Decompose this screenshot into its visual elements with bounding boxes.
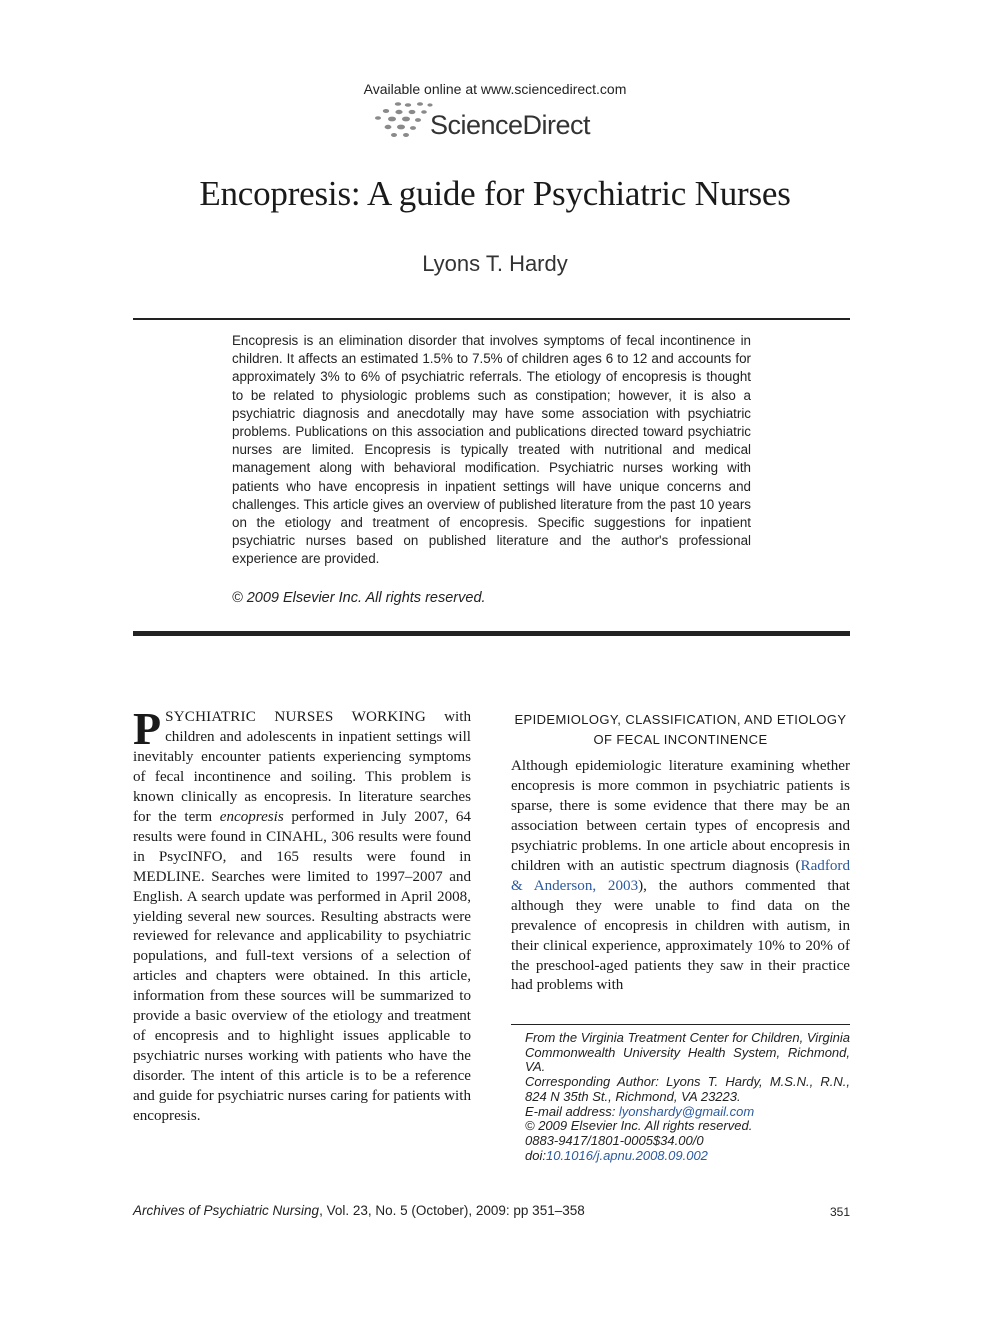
- left-column-text-part2: performed in July 2007, 64 results were found in CINAHL, 306 results were found in PsycINFO, and 165 results were found in MEDLINE. Searches were limited to 1997–2007 and English. A search update was performed in April 2008, yielding several new sources. Resulting abstracts were reviewed for relevance and applicability to psychiatric populations, and full-text versions of a selection of articles and chapters were obtained. In this article, information from these sources will be summarized to provide a basic overview of the etiology and treatment of encopresis and to highlight issues applicable to psychiatric nurses working with patients who have the disorder. The intent of this article is to be a reference and guide for psychiatric nurses caring for patients with encopresis.: [133, 808, 471, 1125]
- email-link[interactable]: lyonshardy@gmail.com: [618, 1103, 755, 1119]
- journal-citation: , Vol. 23, No. 5 (October), 2009: pp 351–358: [319, 1203, 585, 1218]
- abstract-top-rule: [133, 318, 850, 320]
- doi-link[interactable]: 10.1016/j.apnu.2008.09.002: [545, 1147, 708, 1163]
- journal-name: Archives of Psychiatric Nursing: [133, 1203, 320, 1218]
- body-column-left: [133, 703, 471, 1127]
- footnote-affiliation: From the Virginia Treatment Center for Children, Virginia Commonwealth University Health System, Richmond, VA.: [525, 1030, 850, 1075]
- footnotes: [511, 1031, 850, 1163]
- drop-cap: P: [133, 703, 162, 754]
- footnote-doi: [511, 1149, 850, 1164]
- footnote-copyright: © 2009 Elsevier Inc. All rights reserved.: [525, 1118, 753, 1134]
- available-online-notice: Available online at www.sciencedirect.com: [363, 81, 627, 97]
- left-column-text-part1: with children and adolescents in inpatient settings will inevitably encounter patients experiencing symptoms of fecal incontinence and soiling. This problem is known clinically as encopresis. In literature searches for the term: [133, 709, 471, 825]
- page-number: 351: [829, 1205, 850, 1219]
- right-column-text-part1: Although epidemiologic literature examining whether encopresis is more common in psychiatric patients is sparse, there is some evidence that there may be an association between certain types of encopresis and psychiatric problems. In one article about encopresis in children with an autistic spectrum diagnosis (: [511, 758, 850, 874]
- article-author: Lyons T. Hardy: [422, 251, 568, 276]
- body-column-right: [511, 757, 850, 996]
- footnote-issn: 0883-9417/1801-0005$34.00/0: [525, 1132, 704, 1148]
- sciencedirect-wordmark: ScienceDirect: [430, 110, 591, 140]
- lead-in-small-caps: SYCHIATRIC NURSES WORKING: [165, 709, 426, 725]
- section-heading: EPIDEMIOLOGY, CLASSIFICATION, AND ETIOLOGY OF FECAL INCONTINENCE: [514, 712, 847, 747]
- doi-label: doi:: [525, 1147, 546, 1163]
- sciencedirect-dots-icon: [372, 100, 436, 142]
- article-title: Encopresis: A guide for Psychiatric Nurses: [199, 174, 791, 213]
- abstract-text: Encopresis is an elimination disorder that involves symptoms of fecal incontinence in children. It affects an estimated 1.5% to 7.5% of children ages 6 to 12 and accounts for approximately 3% to 6% of psychiatric referrals. The etiology of encopresis is thought to be related to physiologic problems such as constipation; however, it is also a psychiatric diagnosis and anecdotally may have some association with psychiatric problems. Publications on this association and publications directed toward psychiatric nurses are limited. Encopresis is typically treated with nutritional and medical management along with behavioral modification. Psychiatric nurses working with patients who have encopresis in inpatient settings will have unique concerns and challenges. This article gives an overview of published literature from the past 10 years on the etiology and treatment of encopresis. Specific suggestions for inpatient psychiatric nurses based on published literature and the author's professional experience are provided.: [232, 333, 751, 567]
- footnote-email: [511, 1105, 850, 1120]
- abstract-bottom-rule: [133, 631, 850, 636]
- running-footer: [133, 1203, 585, 1218]
- sciencedirect-logo[interactable]: [372, 100, 622, 144]
- right-column-text-part2: ), the authors commented that although they were unable to find data on the prevalence of encopresis in children with autism, in their clinical experience, approximately 10% to 20% of the preschool-aged patients they saw in their practice had problems with: [511, 877, 850, 994]
- footnote-corresponding-author: Corresponding Author: Lyons T. Hardy, M.S.N., R.N., 824 N 35th St., Richmond, VA 23223.: [525, 1074, 850, 1104]
- abstract-copyright: © 2009 Elsevier Inc. All rights reserved.: [232, 590, 486, 606]
- citation-link[interactable]: Radford & Anderson, 2003: [511, 857, 850, 894]
- footnote-rule: [511, 1024, 850, 1025]
- search-term: encopresis: [219, 808, 284, 825]
- email-label: E-mail address:: [525, 1103, 619, 1119]
